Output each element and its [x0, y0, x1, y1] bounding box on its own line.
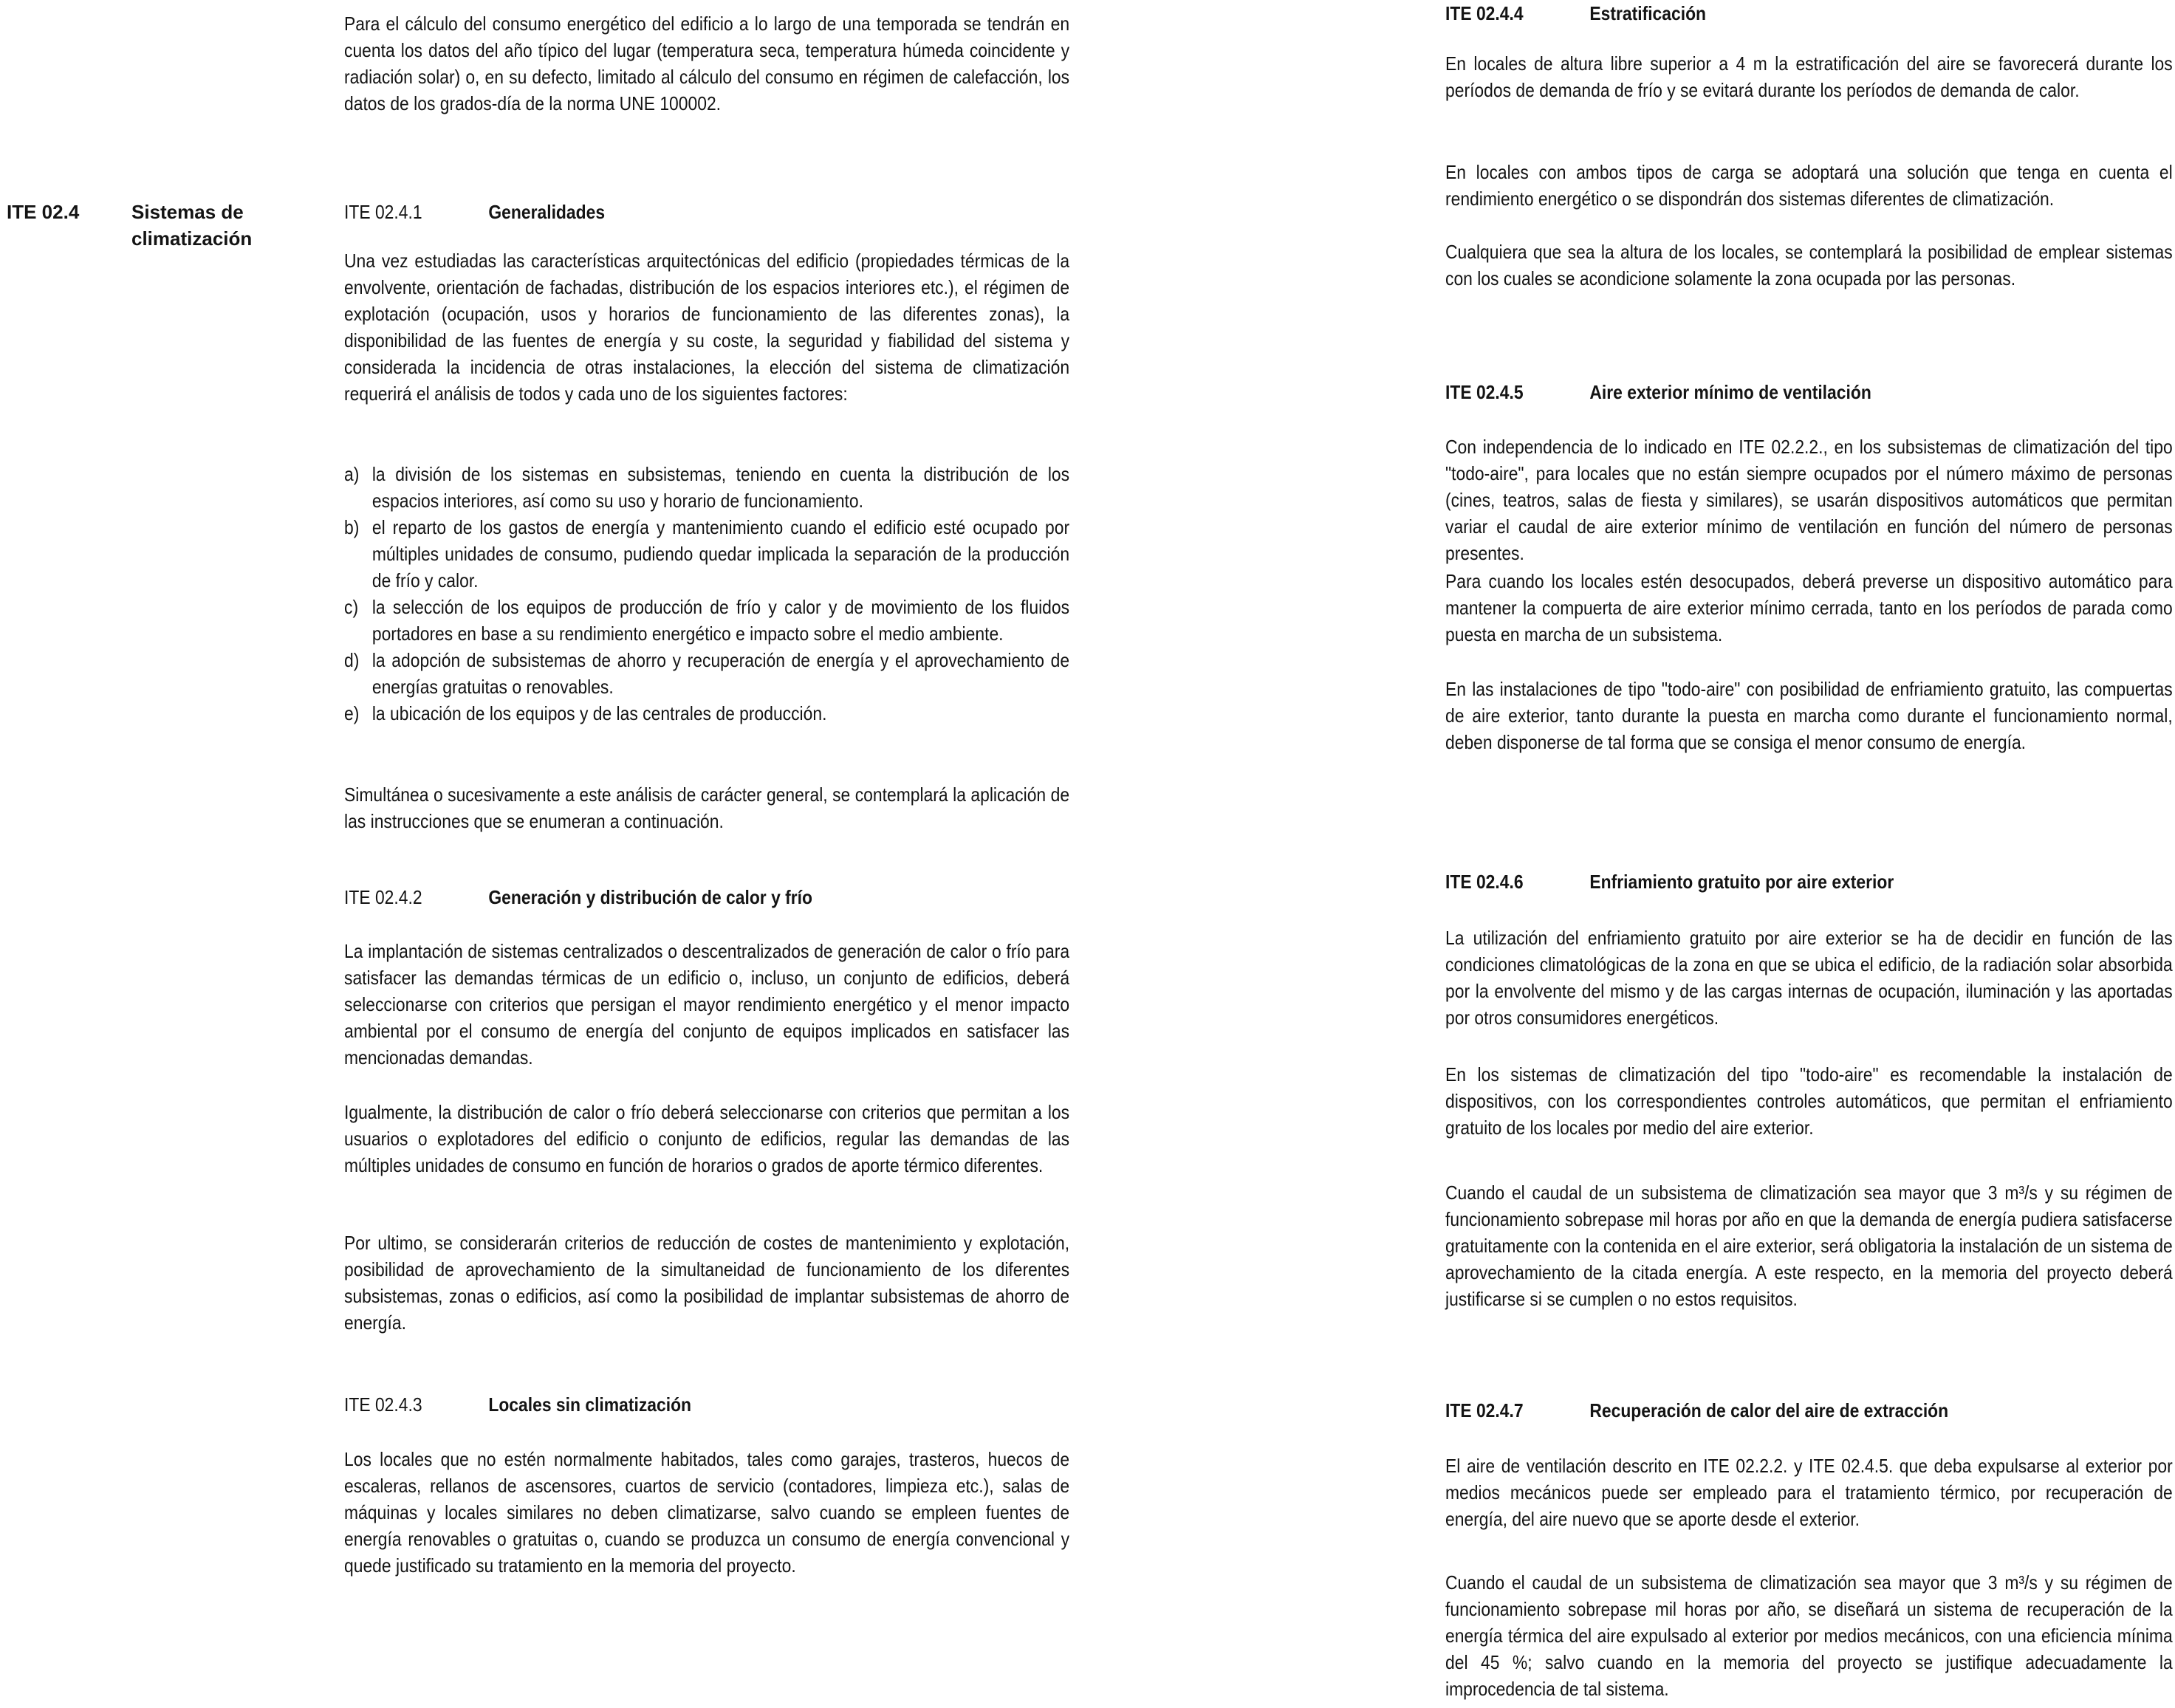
left-column: [344, 0, 1069, 1708]
section-number: ITE 02.4.1: [344, 201, 422, 223]
paragraph: Por ultimo, se considerarán criterios de reducción de costes de mantenimiento y explotación, posibilidad de aprovechamiento de la simultaneidad de funcionamiento de los diferentes subsistemas, zonas o edificios, así como la posibilidad de implantar subsistemas de ahorro de energía.: [344, 1232, 1070, 1334]
paragraph: Simultánea o sucesivamente a este análisis de carácter general, se contemplará la aplicación de las instrucciones que se enumeran a continuación.: [344, 783, 1070, 832]
list-item: [344, 514, 1069, 594]
paragraph: En locales con ambos tipos de carga se adoptará una solución que tenga en cuenta el rendimiento energético o se dispondrán dos sistemas diferentes de climatización.: [1445, 161, 2173, 210]
list-item: [344, 647, 1069, 700]
paragraph: Igualmente, la distribución de calor o frío deberá seleccionarse con criterios que permitan a los usuarios o explotadores del edificio o conjunto de edificios, regular las demandas de las múltiples unidades de consumo en función de horarios o grados de aporte térmico diferentes.: [344, 1101, 1070, 1176]
list-marker: d): [344, 649, 360, 671]
list-marker: c): [344, 596, 359, 618]
section-heading-02-4-3: [344, 1391, 1069, 1418]
list-marker: b): [344, 516, 360, 538]
paragraph: Una vez estudiadas las características arquitectónicas del edificio (propiedades térmicas de la envolvente, orientación de fachadas, distribución de los espacios interiores etc.), el régimen de explotación (ocupación, usos y horarios de funcionamiento de las diferentes zonas), la disponibilidad de las fuentes de energía y su coste, la seguridad y fiabilidad del sistema y considerada la incidencia de otras instalaciones, la elección del sistema de climatización requerirá el análisis de todos y cada uno de los siguientes factores:: [344, 250, 1070, 405]
list-item: [344, 700, 1069, 727]
paragraph: La implantación de sistemas centralizados o descentralizados de generación de calor o frío para satisfacer las demandas térmicas de un edificio o, incluso, un conjunto de edificios, deberá seleccionarse con criterios que persigan el mayor rendimiento energético y el menor impacto ambiental por el consumo de energía del conjunto de equipos implicados en satisfacer las mencionadas demandas.: [344, 940, 1070, 1069]
paragraph: En las instalaciones de tipo "todo-aire" con posibilidad de enfriamiento gratuito, las compuertas de aire exterior, tanto durante la puesta en marcha como durante el funcionamiento normal, deben disponerse de tal forma que se consiga el menor consumo de energía.: [1445, 678, 2173, 753]
margin-section-title: Sistemas de climatización: [131, 201, 253, 250]
list-item-text: la selección de los equipos de producción de frío y calor y de movimiento de los fluidos portadores en base a su rendimiento energético e impacto sobre el medio ambiente.: [371, 596, 1070, 645]
section-heading-02-4-7: [1445, 1397, 2173, 1424]
list-item-text: el reparto de los gastos de energía y mantenimiento cuando el edificio esté ocupado por múltiples unidades de consumo, pudiendo quedar implicada la separación de la producción de frío y calor.: [371, 516, 1070, 591]
section-title: Estratificación: [1589, 2, 1707, 24]
list-item-text: la división de los sistemas en subsistemas, teniendo en cuenta la distribución de los espacios interiores, así como su uso y horario de funcionamiento.: [371, 463, 1070, 512]
paragraph: Los locales que no estén normalmente habitados, tales como garajes, trasteros, huecos de escaleras, rellanos de ascensores, cuartos de servicio (contadores, limpieza etc.), salas de máquinas y locales similares no deben climatizarse, salvo cuando se empleen fuentes de energía renovables o gratuitas o, cuando se produzca un consumo de energía convencional y quede justificado su tratamiento en la memoria del proyecto.: [344, 1448, 1070, 1577]
paragraph: En los sistemas de climatización del tipo "todo-aire" es recomendable la instalación de dispositivos, con los correspondientes controles automáticos, que permitan el enfriamiento gratuito de los locales por medio del aire exterior.: [1445, 1063, 2173, 1139]
paragraph: Cualquiera que sea la altura de los locales, se contemplará la posibilidad de emplear sistemas con los cuales se acondicione solamente la zona ocupada por las personas.: [1445, 241, 2173, 289]
list-marker: a): [344, 463, 360, 485]
section-title: Recuperación de calor del aire de extracción: [1589, 1399, 1949, 1421]
paragraph: Con independencia de lo indicado en ITE 02.2.2., en los subsistemas de climatización del tipo "todo-aire", para locales que no están siempre ocupados por el número máximo de personas (cines, teatros, salas de fiesta y similares), se usarán dispositivos automáticos que permitan variar el caudal de aire exterior mínimo de ventilación en función del número de personas presentes.: [1445, 436, 2173, 564]
section-number: ITE 02.4.7: [1445, 1399, 1524, 1421]
right-column: [1445, 0, 2173, 1708]
section-number: ITE 02.4.5: [1445, 381, 1524, 403]
section-number: ITE 02.4.2: [344, 886, 422, 908]
list-item: [344, 461, 1069, 514]
list-item-text: la adopción de subsistemas de ahorro y recuperación de energía y el aprovechamiento de energías gratuitas o renovables.: [371, 649, 1070, 698]
paragraph: El aire de ventilación descrito en ITE 02.2.2. y ITE 02.4.5. que deba expulsarse al exterior por medios mecánicos puede ser empleado para el tratamiento térmico, por recuperación de energía, del aire nuevo que se aporte desde el exterior.: [1445, 1455, 2173, 1530]
section-heading-02-4-4: [1445, 0, 2173, 27]
factors-list: [344, 461, 1069, 727]
section-title: Generalidades: [488, 201, 606, 223]
section-title: Aire exterior mínimo de ventilación: [1589, 381, 1871, 403]
paragraph: Para cuando los locales estén desocupados, deberá preverse un dispositivo automático para mantener la compuerta de aire exterior mínimo cerrada, tanto en los períodos de parada como puesta en marcha de un subsistema.: [1445, 570, 2173, 645]
section-number: ITE 02.4.4: [1445, 2, 1524, 24]
list-item: [344, 594, 1069, 647]
section-heading-02-4-6: [1445, 868, 2173, 895]
section-title: Generación y distribución de calor y frío: [488, 886, 813, 908]
section-heading-02-4-1: [344, 199, 1069, 225]
paragraph: Cuando el caudal de un subsistema de climatización sea mayor que 3 m³/s y su régimen de funcionamiento sobrepase mil horas por año en que la demanda de energía pudiera satisfacerse gratuitamente con la contenida en el aire exterior, será obligatoria la instalación de un sistema de aprovechamiento de la citada energía. A este respecto, en la memoria del proyecto deberá justificarse si se cumplen o no estos requisitos.: [1445, 1181, 2173, 1310]
margin-section-number: ITE 02.4: [7, 201, 80, 223]
section-title: Enfriamiento gratuito por aire exterior: [1589, 871, 1894, 893]
section-heading-02-4-5: [1445, 379, 2173, 405]
section-title: Locales sin climatización: [488, 1393, 692, 1416]
paragraph: En locales de altura libre superior a 4 m la estratificación del aire se favorecerá durante los períodos de demanda de frío y se evitará durante los períodos de demanda de calor.: [1445, 52, 2173, 101]
section-heading-02-4-2: [344, 884, 1069, 910]
section-number: ITE 02.4.6: [1445, 871, 1524, 893]
intro-paragraph: Para el cálculo del consumo energético del edificio a lo largo de una temporada se tendrán en cuenta los datos del año típico del lugar (temperatura seca, temperatura húmeda coincidente y radiación solar) o, en su defecto, limitado al cálculo del consumo en régimen de calefacción, los datos de los grados-día de la norma UNE 100002.: [344, 13, 1070, 114]
paragraph: La utilización del enfriamiento gratuito por aire exterior se ha de decidir en función de las condiciones climatológicas de la zona en que se ubica el edificio, de la radiación solar absorbida por la envolvente del mismo y de las cargas internas de ocupación, iluminación y las aportadas por otros consumidores energéticos.: [1445, 927, 2173, 1029]
section-number: ITE 02.4.3: [344, 1393, 422, 1416]
list-marker: e): [344, 702, 360, 724]
list-item-text: la ubicación de los equipos y de las centrales de producción.: [371, 702, 827, 724]
paragraph: Cuando el caudal de un subsistema de climatización sea mayor que 3 m³/s y su régimen de funcionamiento sobrepase mil horas por año, se diseñará un sistema de recuperación de la energía térmica del aire expulsado al exterior por medios mecánicos, con una eficiencia mínima del 45 %; salvo cuando en la memoria del proyecto se justifique adecuadamente la improcedencia de tal sistema.: [1445, 1571, 2173, 1700]
